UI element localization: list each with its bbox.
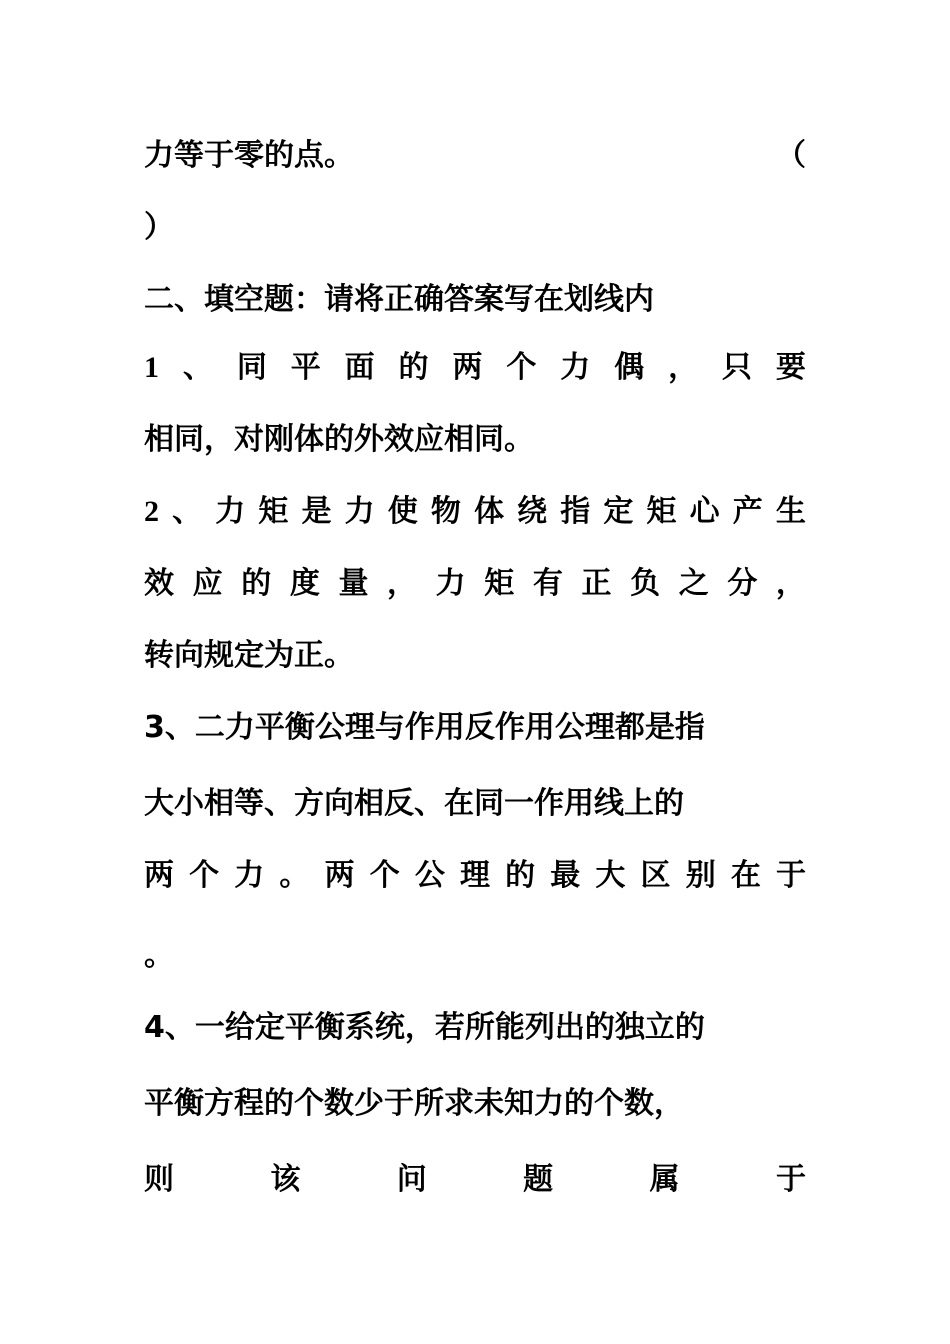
question-4-line-2 (144, 1080, 806, 1128)
section-heading (144, 276, 806, 324)
char: 则 (144, 1162, 174, 1197)
char: 平 (290, 350, 321, 385)
char: 产 (732, 494, 763, 529)
question-3-line-4 (144, 932, 806, 980)
close-paren: ） (144, 210, 174, 245)
char: 该 (270, 1162, 301, 1197)
char: 只 (721, 350, 752, 385)
char: 是 (301, 494, 332, 529)
line-text: 4、一给定平衡系统，若所能列出的独立的 (144, 1010, 705, 1045)
char: 的 (241, 566, 272, 601)
char: ， (668, 350, 699, 385)
char: 同 (236, 350, 267, 385)
char: 定 (603, 494, 634, 529)
char: 矩 (646, 494, 677, 529)
char: 公 (414, 858, 445, 893)
char: 题 (523, 1162, 554, 1197)
char: 在 (730, 858, 761, 893)
char: 力 (234, 858, 265, 893)
question-4-line-3 (144, 1156, 806, 1204)
close-paren-line (144, 204, 806, 252)
question-2-line-2 (144, 560, 806, 608)
char: 偶 (614, 350, 645, 385)
char: 使 (387, 494, 418, 529)
char: 面 (344, 350, 375, 385)
char: 矩 (484, 566, 515, 601)
question-2-line-3 (144, 632, 806, 680)
char: 心 (689, 494, 720, 529)
question-3-line-2 (144, 780, 806, 828)
char: 。 (279, 858, 310, 893)
char: 两 (144, 858, 174, 893)
char: 要 (775, 350, 806, 385)
char: 负 (630, 566, 661, 601)
line-text: 平衡方程的个数少于所求未知力的个数， (144, 1086, 684, 1121)
char: 力 (560, 350, 591, 385)
char: 应 (192, 566, 223, 601)
char: 个 (369, 858, 400, 893)
char: 力 (344, 494, 375, 529)
char: 的 (505, 858, 536, 893)
char: 最 (550, 858, 581, 893)
char: 有 (532, 566, 563, 601)
char: 体 (474, 494, 504, 529)
char: 绕 (517, 494, 548, 529)
question-1-line-1 (144, 344, 806, 392)
char: 力 (435, 566, 466, 601)
char: 个 (189, 858, 220, 893)
char: 属 (649, 1162, 680, 1197)
char: 、 (182, 350, 213, 385)
question-tail-line (144, 132, 806, 180)
question-2-line-1 (144, 488, 806, 536)
char: 区 (640, 858, 671, 893)
question-4-line-1 (144, 1004, 806, 1052)
char: 的 (398, 350, 429, 385)
char: 别 (685, 858, 716, 893)
line-text: 3、二力平衡公理与作用反作用公理都是指 (144, 710, 705, 745)
char: 、 (172, 494, 203, 529)
char: 量 (338, 566, 369, 601)
section-heading-text: 二、填空题：请将正确答案写在划线内 (144, 282, 654, 317)
question-3-line-1 (144, 704, 806, 752)
char: 大 (595, 858, 626, 893)
char: 于 (775, 858, 806, 893)
char: 力 (215, 494, 246, 529)
char: 正 (581, 566, 612, 601)
char: 效 (144, 566, 174, 601)
char: 于 (775, 1162, 806, 1197)
line-text: 相同，对刚体的外效应相同。 (144, 422, 534, 457)
line-text: 转向规定为正。 (144, 638, 354, 673)
char: 物 (430, 494, 461, 529)
char: 矩 (258, 494, 289, 529)
char: 两 (324, 858, 355, 893)
line-text: 力等于零的点。 (144, 138, 354, 173)
char: 理 (459, 858, 490, 893)
char: 之 (678, 566, 709, 601)
char: ， (387, 566, 418, 601)
question-1-line-2 (144, 416, 806, 464)
question-3-line-3 (144, 852, 806, 900)
char: 分 (727, 566, 758, 601)
char: 个 (506, 350, 537, 385)
char: 指 (560, 494, 591, 529)
char: 问 (396, 1162, 427, 1197)
char: 生 (775, 494, 806, 529)
char: 度 (289, 566, 320, 601)
char: ， (775, 566, 806, 601)
line-text: 大小相等、方向相反、在同一作用线上的 (144, 786, 684, 821)
char: 1 (144, 351, 159, 384)
open-paren: （ (776, 138, 806, 173)
char: 两 (452, 350, 483, 385)
line-text: 。 (144, 938, 174, 973)
char: 2 (144, 495, 159, 528)
